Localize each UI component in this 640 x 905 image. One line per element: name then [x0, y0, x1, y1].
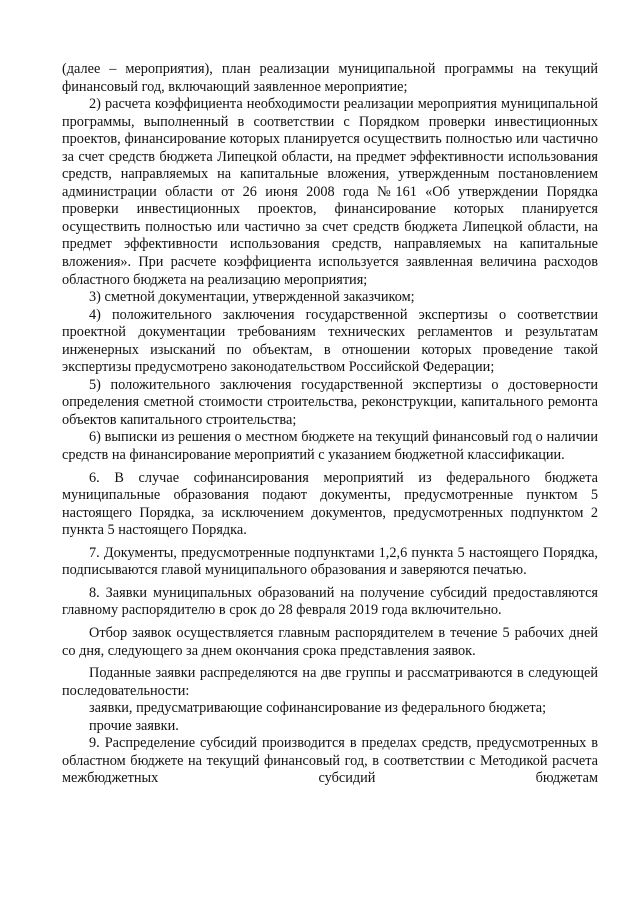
paragraph-4-expertise-design: 4) положительного заключения государственной экспертизы о соответствии проектной документации требованиям технических регламентов и результатам инженерных изысканий по объектам, в отношении которых проведение такой экспертизы предусмотрено законодательством Российской Федерации;	[62, 306, 598, 376]
paragraph-3-estimate-documentation: 3) сметной документации, утвержденной заказчиком;	[89, 289, 415, 306]
list-item-other: прочие заявки.	[89, 717, 179, 734]
paragraph-clause-8: 8. Заявки муниципальных образований на получение субсидий предоставляются главному распорядителю в срок до 28 февраля 2019 года включительно.	[62, 584, 598, 619]
paragraph-clause-9: 9. Распределение субсидий производится в пределах средств, предусмотренных в областном бюджете на текущий финансовый год, в соответствии с Методикой расчета межбюджетных субсидий бюджетам	[62, 735, 598, 787]
document-body	[62, 61, 598, 788]
paragraph-1-continuation: (далее – мероприятия), план реализации муниципальной программы на текущий финансовый год, включающий заявленное мероприятие;	[62, 61, 598, 95]
paragraph-clause-6: 6. В случае софинансирования мероприятий из федерального бюджета муниципальные образования подают документы, предусмотренные пунктом 5 настоящего Порядка, за исключением документов, предусмотренных подпунктом 2 пункта 5 настоящего Порядка.	[62, 469, 598, 539]
paragraph-5-expertise-estimate: 5) положительного заключения государственной экспертизы о достоверности определения сметной стоимости строительства, реконструкции, капитального ремонта объектов капитального строительства;	[62, 376, 598, 428]
paragraph-6-budget-extract: 6) выписки из решения о местном бюджете на текущий финансовый год о наличии средств на финансирование мероприятий с указанием бюджетной классификации.	[62, 429, 598, 464]
paragraph-groups: Поданные заявки распределяются на две группы и рассматриваются в следующей последовательности:	[62, 665, 598, 699]
list-item-federal: заявки, предусматривающие софинансирование из федерального бюджета;	[89, 700, 547, 717]
paragraph-selection: Отбор заявок осуществляется главным распорядителем в течение 5 рабочих дней со дня, следующего за днем окончания срока представления заявок.	[62, 624, 598, 659]
paragraph-2-coefficient-calculation: 2) расчета коэффициента необходимости реализации мероприятия муниципальной программы, выполненный в соответствии с Порядком проверки инвестиционных проектов, финансирование которых планируется осуществить полностью или частично за счет средств бюджета Липецкой области, на предмет эффективности использования средств, направляемых на капитальные вложения, утвержденным постановлением администрации области от 26 июня 2008 года №161 «Об утверждении Порядка проверки инвестиционных проектов, финансирование которых планируется осуществить полностью или частично за счет средств бюджета Липецкой области, на предмет эффективности использования средств, направляемых на капитальные вложения». При расчете коэффициента используется заявленная величина расходов областного бюджета на реализацию мероприятия;	[62, 96, 598, 288]
paragraph-clause-7: 7. Документы, предусмотренные подпунктами 1,2,6 пункта 5 настоящего Порядка, подписываются главой муниципального образования и заверяются печатью.	[62, 544, 598, 579]
